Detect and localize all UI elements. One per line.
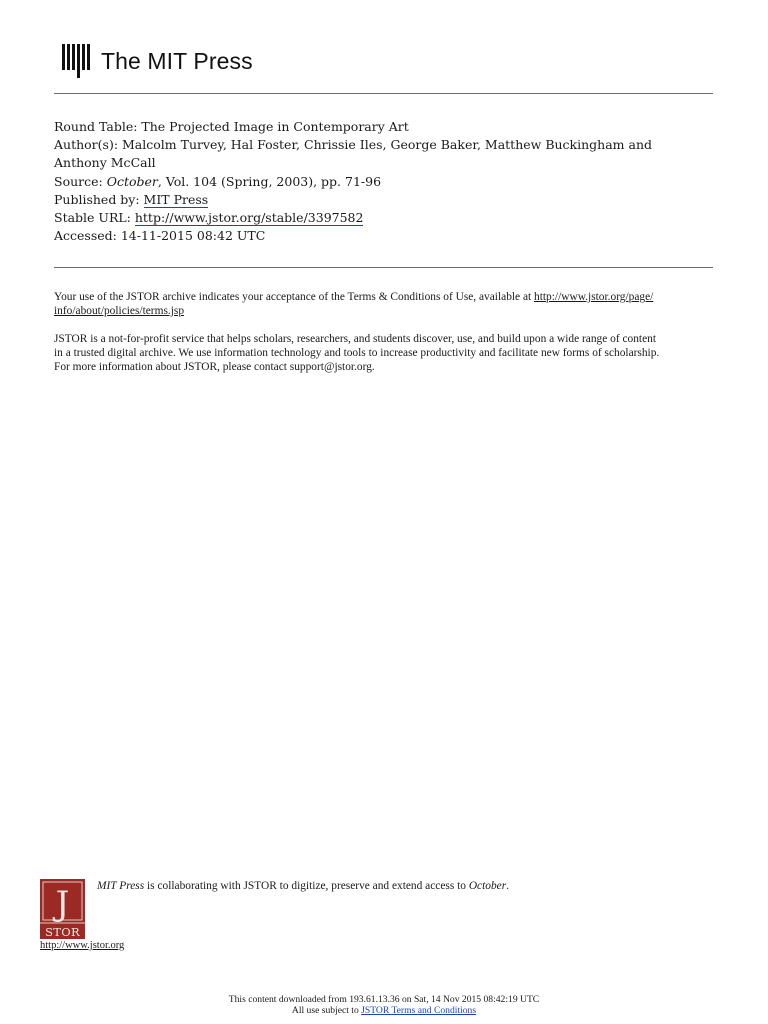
- jstor-home-link[interactable]: http://www.jstor.org: [40, 940, 125, 951]
- article-title: Round Table: The Projected Image in Contemporary Art: [54, 119, 409, 134]
- jstor-about-notice: JSTOR is a not-for-profit service that helps scholars, researchers, and students discover, use, and build upon a wide range of content in a trusted digital archive. We use information technology and tools to increase productivity and facilitate new forms of scholarship. For more information about JSTOR, please contact support@jstor.org.: [54, 333, 660, 373]
- jstor-logo-letter: J: [55, 884, 70, 924]
- terms-footer: All use subject to JSTOR Terms and Conditions: [291, 1005, 477, 1016]
- jstor-logo-icon: [40, 879, 85, 939]
- header-divider: [54, 93, 713, 94]
- citation-block: [54, 118, 714, 245]
- article-publisher: Published by: MIT Press: [54, 191, 209, 207]
- terms-link-continued[interactable]: info/about/policies/terms.jsp: [54, 304, 185, 317]
- jstor-logo-word: STOR: [45, 925, 80, 939]
- terms-link[interactable]: http://www.jstor.org/page/: [534, 291, 654, 303]
- jstor-terms-link[interactable]: JSTOR Terms and Conditions: [361, 1005, 477, 1016]
- source-journal: October: [106, 173, 158, 189]
- stable-url-link[interactable]: http://www.jstor.org/stable/3397582: [134, 210, 364, 226]
- article-stable-url: Stable URL: http://www.jstor.org/stable/3397582: [54, 210, 364, 226]
- terms-of-use-notice: Your use of the JSTOR archive indicates your acceptance of the Terms & Conditions of Use, available at http://www.jstor.org/page/ info/about/policies/terms.jsp: [54, 291, 654, 317]
- collaboration-statement: MIT Press is collaborating with JSTOR to digitize, preserve and extend access to October.: [97, 880, 510, 892]
- citation-divider: [54, 267, 713, 268]
- article-authors: Author(s): Malcolm Turvey, Hal Foster, Chrissie Iles, George Baker, Matthew Buckingham and: [54, 137, 653, 153]
- article-source: Source: October, Vol. 104 (Spring, 2003), pp. 71-96: [54, 173, 382, 189]
- article-authors-continued: Anthony McCall: [54, 155, 156, 171]
- publisher-name: The MIT Press: [101, 47, 253, 74]
- jstor-logo[interactable]: [40, 879, 85, 939]
- download-info: This content downloaded from 193.61.13.36 on Sat, 14 Nov 2015 08:42:19 UTC: [228, 994, 540, 1005]
- article-accessed: Accessed: 14-11-2015 08:42 UTC: [54, 228, 266, 244]
- publisher-link[interactable]: MIT Press: [143, 191, 209, 207]
- mit-press-logo: [62, 44, 253, 78]
- mit-press-bars-icon: [62, 44, 92, 78]
